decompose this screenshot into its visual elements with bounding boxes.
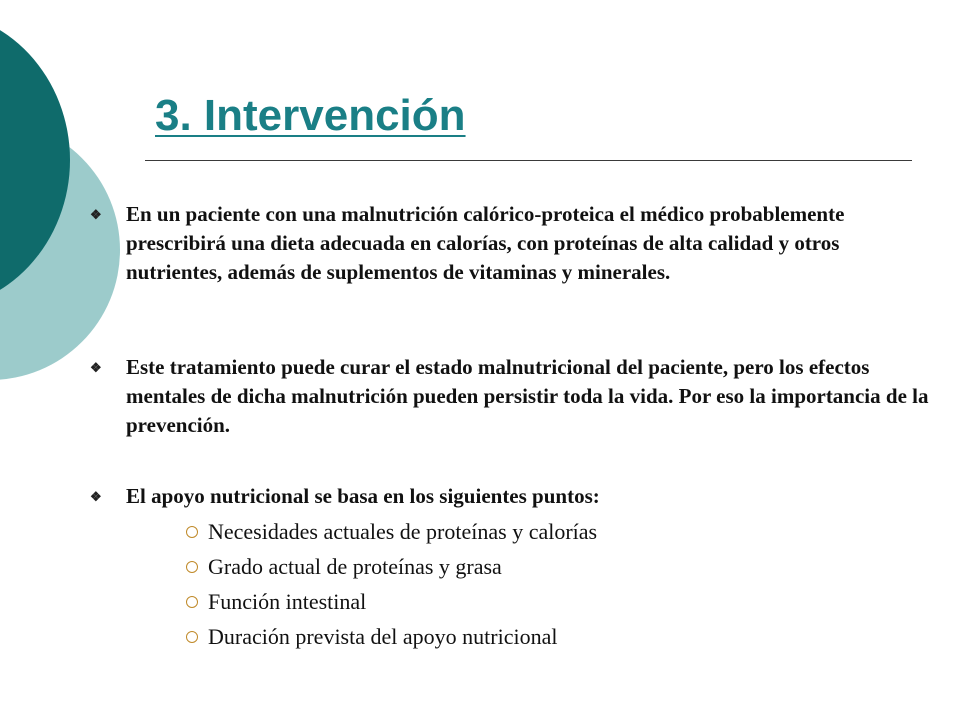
bullet-text: El apoyo nutricional se basa en los siguientes puntos: [126,484,600,508]
ring-bullet-icon [186,631,198,643]
sub-bullet-item [186,588,366,616]
bullet-text: En un paciente con una malnutrición calórico-proteica el médico probablemente prescribirá una dieta adecuada en calorías, con proteínas de alta calidad y otros nutrientes, además de suplementos de vitaminas y minerales. [126,202,845,284]
sub-bullet-text: Función intestinal [208,589,367,614]
diamond-bullet-icon: ❖ [90,207,102,222]
bullet-text: Este tratamiento puede curar el estado malnutricional del paciente, pero los efectos mentales de dicha malnutrición pueden persistir toda la vida. Por eso la importancia de la prevención. [126,355,929,437]
sub-bullet-text: Grado actual de proteínas y grasa [208,554,502,579]
sub-bullet-item [186,553,502,581]
diamond-bullet-icon: ❖ [90,489,102,504]
bullet-item [90,482,930,511]
sub-bullet-text: Necesidades actuales de proteínas y calorías [208,519,598,544]
bullet-item [90,353,930,440]
slide-title: 3. Intervención [155,91,466,140]
ring-bullet-icon [186,526,198,538]
sub-bullet-text: Duración prevista del apoyo nutricional [208,624,558,649]
sub-bullet-item [186,623,557,651]
bullet-item [90,200,930,287]
title-divider [145,160,912,161]
sub-bullet-item [186,518,597,546]
diamond-bullet-icon: ❖ [90,360,102,375]
ring-bullet-icon [186,561,198,573]
ring-bullet-icon [186,596,198,608]
